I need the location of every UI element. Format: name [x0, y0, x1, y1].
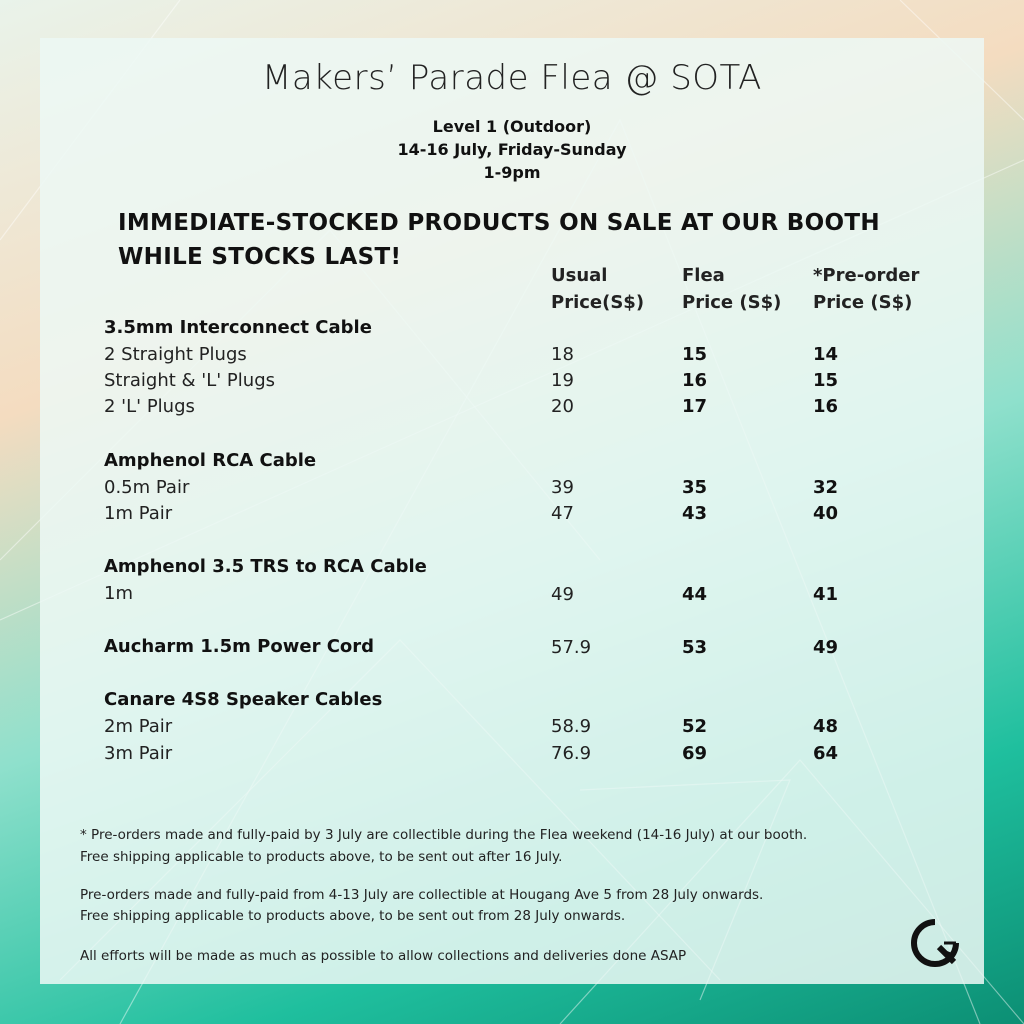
column-header-preorder: *Pre-order: [813, 265, 920, 286]
flea-price: 52: [682, 716, 708, 737]
usual-price: 19: [551, 370, 574, 391]
event-location: Level 1 (Outdoor): [432, 117, 592, 136]
flea-price: 69: [682, 743, 708, 764]
usual-price: 57.9: [551, 637, 592, 658]
column-header-usual: Usual: [551, 265, 608, 286]
usual-price: 20: [551, 396, 574, 417]
footnote-shipping-2: Free shipping applicable to products above, to be sent out from 28 July onwards.: [80, 908, 626, 924]
preorder-price: 15: [813, 370, 839, 391]
usual-price: 58.9: [551, 716, 592, 737]
variant-label: 1m Pair: [104, 503, 173, 524]
preorder-price: 14: [813, 344, 839, 365]
preorder-price: 48: [813, 716, 839, 737]
flea-price: 43: [682, 503, 708, 524]
variant-label: 2 Straight Plugs: [104, 344, 247, 365]
preorder-price: 32: [813, 477, 839, 498]
flea-price: 35: [682, 477, 708, 498]
variant-label: 1m: [104, 583, 133, 604]
variant-label: Straight & 'L' Plugs: [104, 370, 275, 391]
usual-price: 76.9: [551, 743, 592, 764]
event-time: 1-9pm: [483, 163, 541, 182]
product-name: Aucharm 1.5m Power Cord: [104, 636, 375, 657]
preorder-price: 41: [813, 584, 839, 605]
usual-price: 49: [551, 584, 574, 605]
usual-price: 18: [551, 344, 574, 365]
product-name: Amphenol 3.5 TRS to RCA Cable: [104, 556, 427, 577]
variant-label: 2 'L' Plugs: [104, 396, 195, 417]
column-header-preorder-sub: Price (S$): [813, 292, 913, 313]
preorder-price: 49: [813, 637, 839, 658]
footnote-shipping-1: Free shipping applicable to products above, to be sent out after 16 July.: [80, 849, 563, 865]
product-name: Canare 4S8 Speaker Cables: [104, 689, 383, 710]
footnote-preorder-2: Pre-orders made and fully-paid from 4-13 July are collectible at Hougang Ave 5 from 28 July onwards.: [80, 887, 764, 903]
footnote-efforts: All efforts will be made as much as possible to allow collections and deliveries done ASAP: [80, 948, 687, 964]
footnote-preorder-1: * Pre-orders made and fully-paid by 3 July are collectible during the Flea weekend (14-16 July) at our booth.: [80, 827, 808, 843]
column-header-flea-sub: Price (S$): [682, 292, 782, 313]
product-name: Amphenol RCA Cable: [104, 450, 317, 471]
preorder-price: 64: [813, 743, 839, 764]
preorder-price: 40: [813, 503, 839, 524]
flea-price: 53: [682, 637, 708, 658]
variant-label: 2m Pair: [104, 716, 173, 737]
event-dates: 14-16 July, Friday-Sunday: [397, 140, 627, 159]
brand-logo-icon: [910, 918, 960, 968]
event-title: Makers’ Parade Flea @ SOTA: [262, 58, 762, 98]
variant-label: 0.5m Pair: [104, 477, 190, 498]
headline-line-2: WHILE STOCKS LAST!: [118, 244, 402, 270]
usual-price: 39: [551, 477, 574, 498]
column-header-usual-sub: Price(S$): [551, 292, 645, 313]
usual-price: 47: [551, 503, 574, 524]
flea-price: 44: [682, 584, 708, 605]
column-header-flea: Flea: [682, 265, 725, 286]
headline-line-1: IMMEDIATE-STOCKED PRODUCTS ON SALE AT OUR BOOTH: [118, 210, 880, 236]
product-name: 3.5mm Interconnect Cable: [104, 317, 372, 338]
variant-label: 3m Pair: [104, 743, 173, 764]
flea-price: 15: [682, 344, 708, 365]
flea-price: 16: [682, 370, 708, 391]
flea-price: 17: [682, 396, 708, 417]
preorder-price: 16: [813, 396, 839, 417]
